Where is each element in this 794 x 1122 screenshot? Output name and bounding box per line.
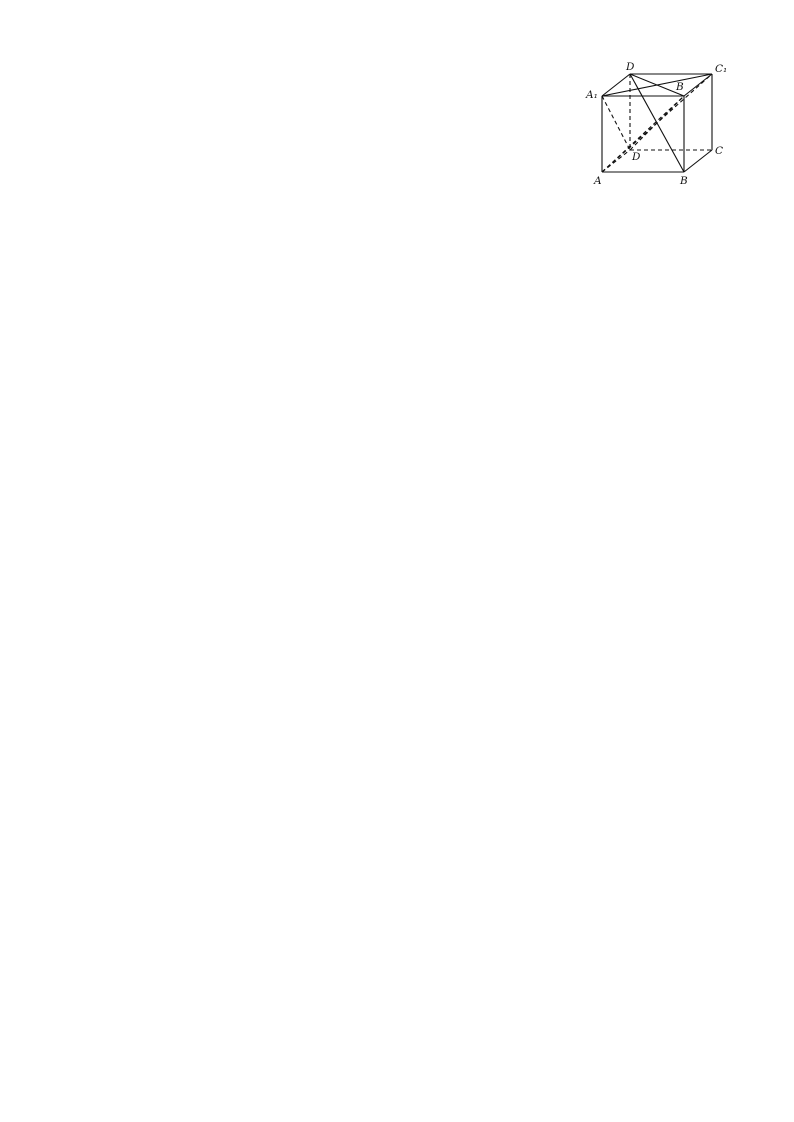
hidden-diagonal [602, 96, 684, 172]
hidden-diagonal [602, 96, 630, 150]
label-C1: C₁ [715, 63, 728, 75]
label-A: A [594, 175, 602, 187]
label-B: B [680, 175, 688, 187]
cube-figure [582, 60, 732, 190]
label-C: C [715, 145, 724, 157]
label-A1: A₁ [586, 89, 598, 101]
edge [684, 150, 712, 172]
label-B1: B [676, 81, 684, 93]
diagonal [602, 74, 712, 96]
label-D-bottom: D [632, 151, 641, 163]
hidden-edge [602, 150, 630, 172]
label-D: D [626, 61, 635, 73]
